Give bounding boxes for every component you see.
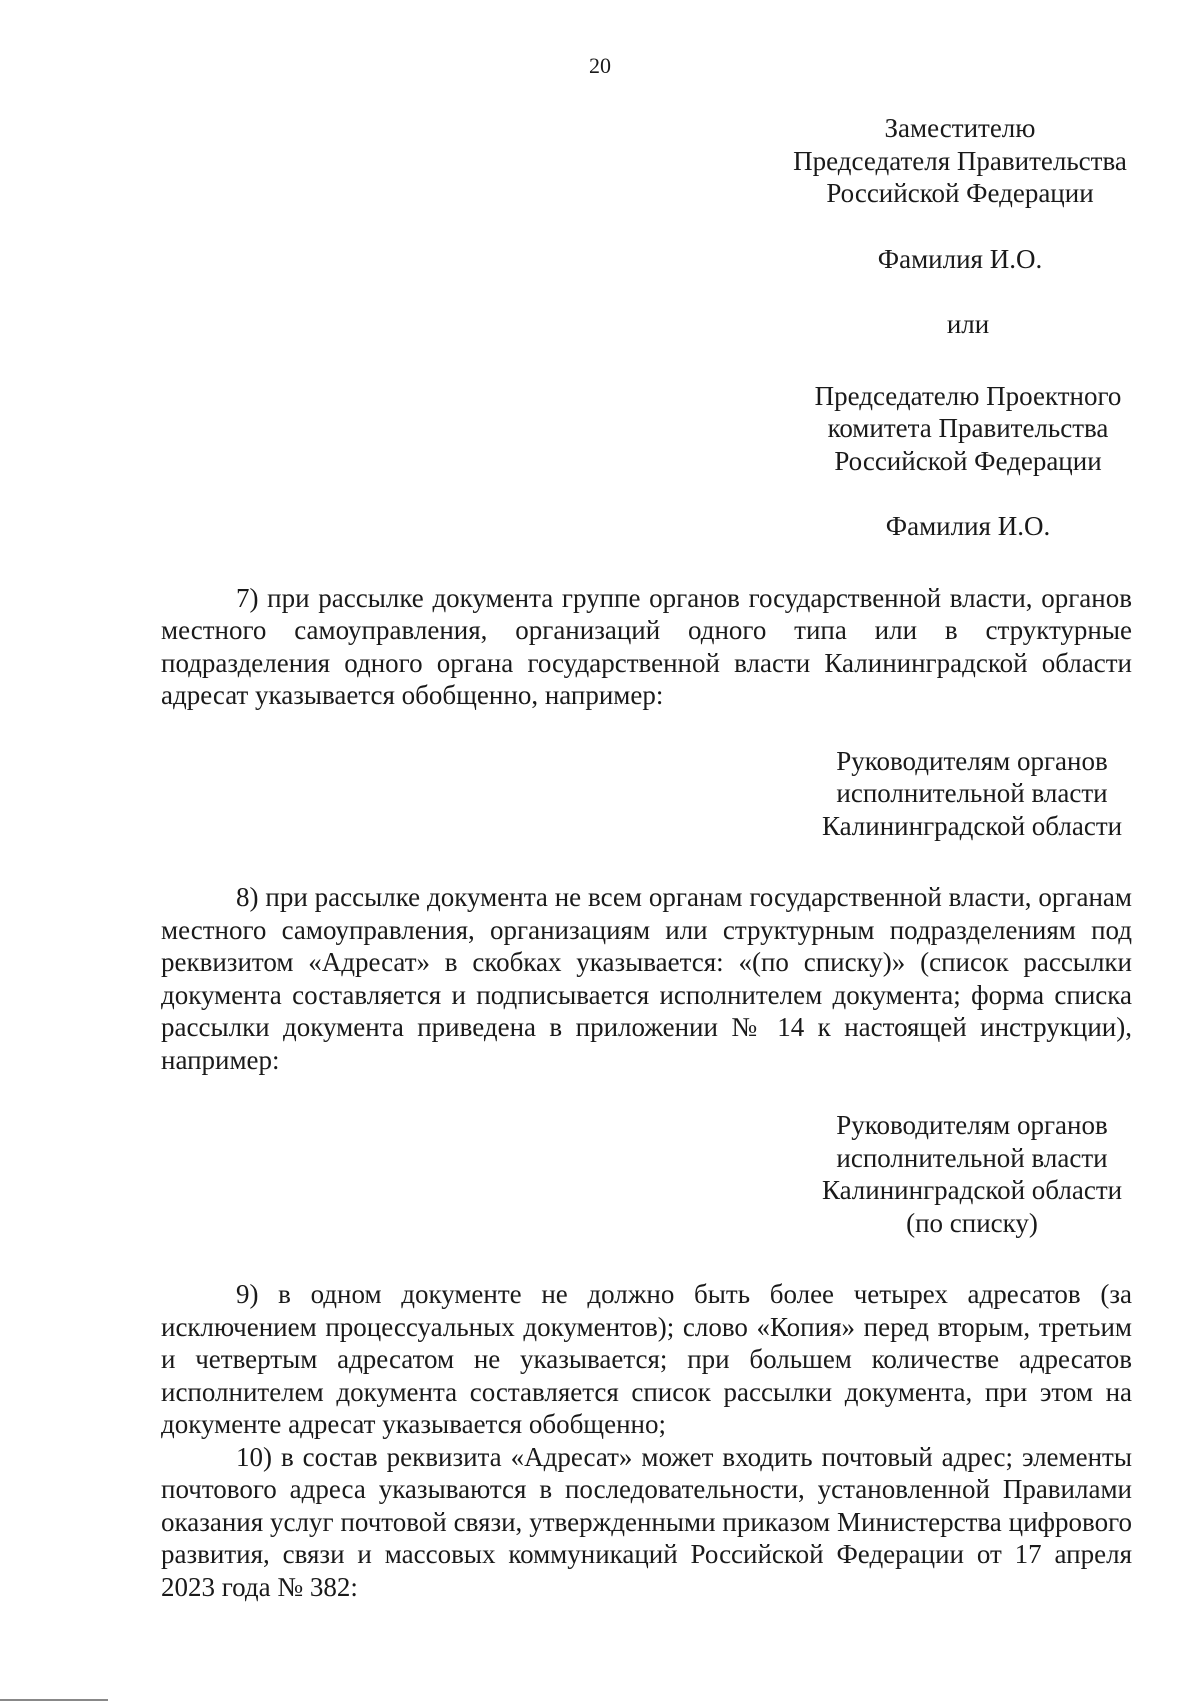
address-executive-heads	[742, 745, 1200, 843]
address-surname	[738, 510, 1198, 543]
address-line: Председателю Проектного	[814, 380, 1122, 411]
address-line: Фамилия И.О.	[877, 243, 1043, 274]
address-line: исполнительной власти	[836, 778, 1108, 808]
address-line: Российской Федерации	[826, 178, 1094, 208]
address-line: или	[946, 309, 990, 339]
address-line: Заместителю	[884, 113, 1036, 143]
paragraph-item-8: 8) при рассылке документа не всем органам государственной власти, органам местного самоуправления, организациям или структурным подразделениям под реквизитом «Адресат» в скобках указывается: «(по списку)» (список рассылки документа составляется и подписывается исполнителем документа; форма списка рассылки документа приведена в приложении № 14 к настоящей инструкции), например:	[161, 882, 1132, 1075]
address-line: Калининградской области	[821, 1175, 1123, 1205]
address-line: Руководителям органов	[836, 1110, 1108, 1140]
scan-edge-line	[0, 1699, 108, 1701]
address-line: комитета Правительства	[827, 413, 1109, 443]
address-line: исполнительной власти	[836, 1142, 1108, 1173]
paragraph-item-9: 9) в одном документе не должно быть более четырех адресатов (за исключением процессуальных документов); слово «Копия» перед вторым, третьим и четвертым адресатом не указывается; при большем количестве адресатов исполнителем документа составляется список рассылки документа, при этом на документе адресат указывается обобщенно;	[161, 1279, 1132, 1439]
address-deputy-chairman	[730, 112, 1190, 210]
address-surname	[730, 243, 1190, 276]
address-line: Российской Федерации	[834, 445, 1102, 476]
address-line: (по списку)	[906, 1207, 1038, 1238]
address-line: Калининградской области	[821, 810, 1123, 841]
document-body	[161, 112, 1132, 1603]
address-line: Руководителям органов	[836, 745, 1108, 776]
address-executive-heads-list	[742, 1109, 1200, 1239]
paragraph-item-7: 7) при рассылке документа группе органов государственной власти, органов местного самоуправления, организаций одного типа или в структурные подразделения одного органа государственной власти Калининградской области адресат указывается обобщенно, например:	[161, 582, 1132, 710]
address-project-committee	[738, 380, 1198, 478]
page-number: 20	[589, 53, 611, 78]
address-line: Председателя Правительства	[793, 145, 1127, 176]
paragraph-item-10: 10) в состав реквизита «Адресат» может входить почтовый адрес; элементы почтового адреса указываются в последовательности, установленной Правилами оказания услуг почтовой связи, утвержденными приказом Министерства цифрового развития, связи и массовых коммуникаций Российской Федерации от 17 апреля 2023 года № 382:	[161, 1441, 1132, 1602]
address-or	[738, 308, 1198, 341]
address-line: Фамилия И.О.	[885, 511, 1051, 541]
